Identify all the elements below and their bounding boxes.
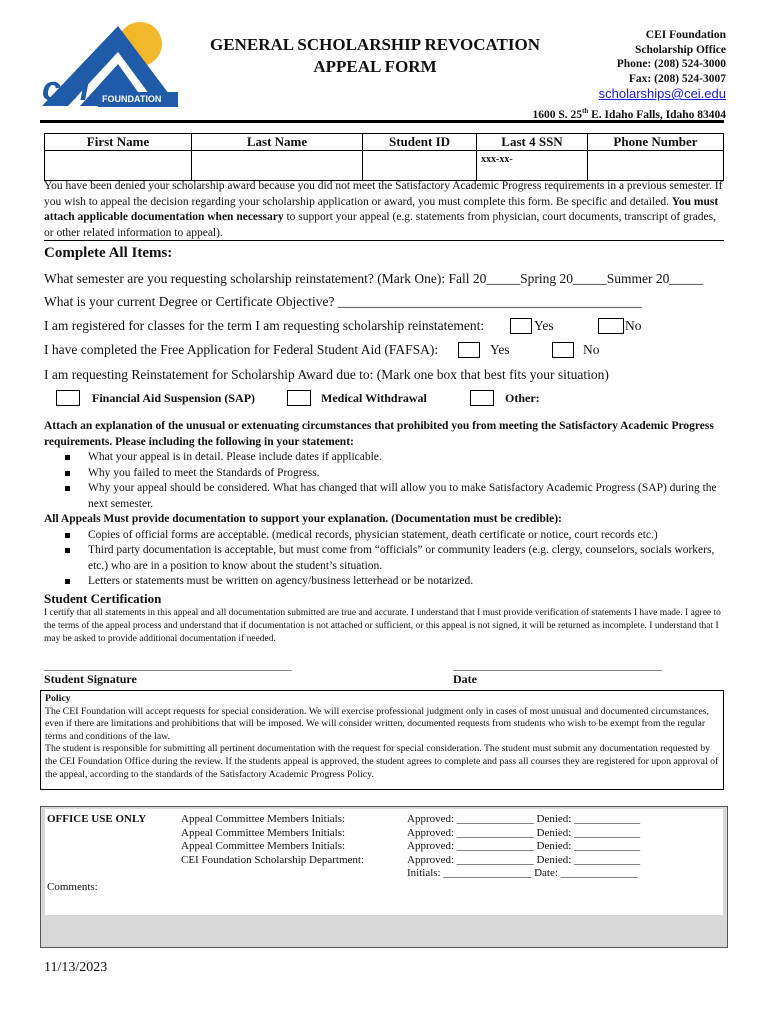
intro-bold: You must attach applicable documentation when necessary: [44, 195, 719, 223]
list-item: Letters or statements must be written on agency/business letterhead or be notarized.: [88, 574, 724, 590]
policy-paragraph-2: The student is responsible for submitting all pertinent documentation with the request for special consideration. The student must submit any documentation requested by the CEI Foundation Office during the review. If the students appeal is approved, the student agrees to complete and pass all courses they are registered for upon approval of the appeal, according to the standards of the Satisfactory Academic Progress Policy.: [45, 743, 719, 780]
address-part1: 1600 S. 25: [532, 108, 583, 121]
intro-text: You have been denied your scholarship award because you did not meet the Satisfactory Academic Progress requirements in a previous semester. If you wish to appeal the decision regarding your scholarship application or award, you must complete this form. Be specific and detailed.: [44, 180, 723, 208]
explanation-list: [44, 450, 724, 512]
list-item[interactable]: Approved: ______________ Denied: ____________: [407, 813, 641, 825]
sap-checkbox[interactable]: [56, 390, 80, 406]
registered-no-label: No: [625, 318, 642, 333]
header-first-name: First Name: [45, 134, 192, 151]
form-title: [180, 34, 570, 78]
logo-subtext: FOUNDATION: [102, 94, 162, 104]
contact-block: [599, 28, 726, 103]
registered-no-checkbox[interactable]: [598, 318, 624, 334]
email-link[interactable]: scholarships@cei.edu: [598, 86, 726, 101]
table-header-row: [45, 134, 724, 151]
fafsa-yes-label: Yes: [490, 342, 510, 357]
certification-heading: Student Certification: [44, 591, 162, 606]
registered-yes-label: Yes: [534, 318, 554, 333]
address-part2: E. Idaho Falls, Idaho 83404: [588, 108, 726, 121]
header-last-name: Last Name: [192, 134, 363, 151]
sap-label: Financial Aid Suspension (SAP): [92, 391, 256, 405]
semester-question[interactable]: What semester are you requesting scholarship reinstatement? (Mark One): Fall 20_____Spring 20_____Summer 20_____: [44, 271, 704, 286]
list-item[interactable]: Approved: ______________ Denied: ____________: [407, 826, 641, 839]
list-item: Appeal Committee Members Initials:: [181, 826, 346, 839]
complete-heading: Complete All Items:: [44, 245, 173, 261]
office-name: Scholarship Office: [634, 43, 726, 56]
policy-box: [40, 690, 724, 790]
certification-text: I certify that all statements in this appeal and all documentation submitted are true and accurate. I understand that I must provide verification of statements I have made. I agree to the terms of the appeal process and understand that if documentation is not attached or sufficient, or this appeal is not signed, it will be returned as incomplete. I understand that I may be asked to provide additional documentation if needed.: [44, 608, 721, 644]
address-sup: th: [582, 107, 589, 115]
table-input-row: [45, 151, 724, 181]
documentation-heading: All Appeals Must provide documentation to support your explanation. (Documentation must be credible):: [44, 513, 562, 525]
list-item[interactable]: Approved: ______________ Denied: ____________: [407, 840, 641, 852]
header-phone-number: Phone Number: [588, 134, 724, 151]
list-item[interactable]: Initials: ________________ Date: ______________: [407, 867, 638, 879]
approval-list: [407, 813, 640, 881]
form-title-line2: APPEAL FORM: [313, 57, 437, 76]
other-label: Other:: [505, 391, 540, 405]
office-use-label: OFFICE USE ONLY: [47, 813, 147, 825]
medical-label: Medical Withdrawal: [321, 391, 427, 405]
date-label: Date: [453, 672, 477, 686]
phone-number-field[interactable]: [588, 151, 724, 181]
policy-paragraph-1: The CEI Foundation will accept requests for special consideration. We will exercise professional judgment only in cases of most unusual and documented circumstances, even if there are limitations and prohibitions that will be imposed. We will consider written, documented requests from students who wish to be exempt from the regular terms and conditions of the law.: [45, 705, 709, 742]
list-item: Why your appeal should be considered. What has changed that will allow you to make Satisfactory Academic Progress (SAP) during the next semester.: [88, 481, 724, 512]
list-item: What your appeal is in detail. Please include dates if applicable.: [88, 450, 724, 466]
fafsa-yes-checkbox[interactable]: [458, 342, 480, 358]
logo-text: cei: [42, 70, 90, 108]
last-name-field[interactable]: [192, 151, 363, 181]
date-line[interactable]: ______________________________________: [453, 660, 662, 672]
intro-divider: [44, 240, 724, 241]
list-item: Why you failed to meet the Standards of Progress.: [88, 466, 724, 482]
signature-line[interactable]: _____________________________________________: [44, 660, 292, 672]
registered-yes-checkbox[interactable]: [510, 318, 532, 334]
fafsa-no-label: No: [583, 342, 600, 357]
list-item: Copies of official forms are acceptable. (medical records, physician statement, death certificate or notice, court records etc.): [88, 528, 724, 544]
explanation-heading: Attach an explanation of the unusual or extenuating circumstances that prohibited you from meeting the Satisfactory Academic Progress requirements. Please including the following in your statement:: [44, 420, 714, 448]
other-checkbox[interactable]: [470, 390, 494, 406]
header-last4-ssn: Last 4 SSN: [477, 134, 588, 151]
list-item: Third party documentation is acceptable, but must come from “officials” or community leaders (e.g. clergy, counselors, socials workers, etc.) who are in a position to know about the student’s situation.: [88, 543, 724, 574]
intro-text-end: to support your appeal (e.g. statements from physician, court documents, transcript of grades, or other related information to appeal).: [44, 211, 717, 239]
signature-label: Student Signature: [44, 672, 137, 686]
form-title-line1: GENERAL SCHOLARSHIP REVOCATION: [210, 35, 540, 54]
fafsa-no-checkbox[interactable]: [552, 342, 574, 358]
medical-checkbox[interactable]: [287, 390, 311, 406]
fafsa-question: I have completed the Free Application for Federal Student Aid (FAFSA):: [44, 342, 439, 357]
student-info-table: [44, 133, 724, 181]
first-name-field[interactable]: [45, 151, 192, 181]
list-item[interactable]: Approved: ______________ Denied: ____________: [407, 853, 641, 866]
org-name: CEI Foundation: [645, 29, 726, 41]
committee-members-list: [181, 813, 364, 867]
reason-question: I am requesting Reinstatement for Scholarship Award due to: (Mark one box that best fits your situation): [44, 367, 609, 382]
header-student-id: Student ID: [363, 134, 477, 151]
ssn-field[interactable]: xxx-xx-: [477, 151, 588, 181]
fax-number: Fax: (208) 524-3007: [628, 72, 726, 85]
office-use-box: [40, 806, 728, 948]
list-item: Appeal Committee Members Initials:: [181, 840, 346, 852]
registered-question: I am registered for classes for the term I am requesting scholarship reinstatement:: [44, 318, 485, 333]
comments-label[interactable]: Comments:: [47, 881, 98, 893]
header-divider: [40, 120, 724, 123]
documentation-list: [44, 528, 724, 590]
office-use-inner: [45, 809, 723, 915]
footer-date: 11/13/2023: [44, 960, 108, 975]
list-item: Appeal Committee Members Initials:: [181, 813, 346, 825]
list-item: CEI Foundation Scholarship Department:: [181, 853, 364, 866]
phone-number: Phone: (208) 524-3000: [616, 58, 726, 70]
policy-heading: Policy: [45, 693, 71, 704]
degree-question[interactable]: What is your current Degree or Certificate Objective? _____________________________________________: [44, 294, 642, 309]
student-id-field[interactable]: [363, 151, 477, 181]
intro-paragraph: [44, 179, 724, 241]
cei-foundation-logo: [40, 22, 180, 110]
documentation-section: [44, 512, 724, 590]
explanation-section: [44, 419, 724, 512]
